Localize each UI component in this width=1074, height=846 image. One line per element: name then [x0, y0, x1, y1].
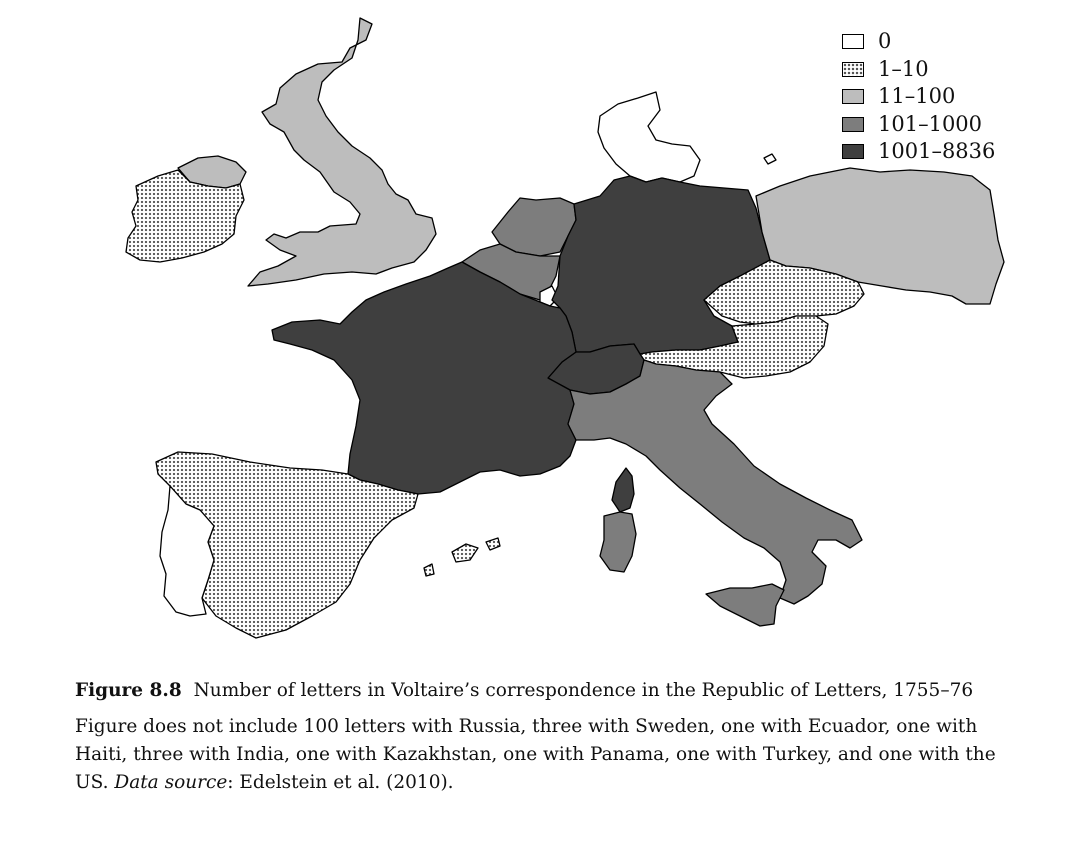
caption-title — [75, 678, 1035, 704]
region-corsica — [612, 468, 634, 512]
legend-swatch — [842, 62, 864, 77]
legend-item — [842, 28, 1062, 56]
region-bornholm — [764, 154, 776, 164]
legend-label: 11–100 — [878, 84, 956, 109]
legend-swatch — [842, 117, 864, 132]
caption-source-label: Data source — [114, 772, 228, 793]
figure-caption — [75, 678, 1035, 797]
figure-number: Figure 8.8 — [75, 680, 182, 701]
region-denmark — [598, 92, 700, 182]
region-ibiza — [424, 564, 434, 576]
legend-swatch — [842, 34, 864, 49]
region-menorca — [486, 538, 500, 550]
caption-note — [75, 713, 1035, 797]
legend-label: 1001–8836 — [878, 139, 996, 164]
legend-item — [842, 56, 1062, 84]
legend-label: 0 — [878, 29, 892, 54]
figure-title: Number of letters in Voltaire’s correspondence in the Republic of Letters, 1755–76 — [193, 680, 974, 701]
region-balearic-islands — [452, 544, 478, 562]
legend-swatch — [842, 89, 864, 104]
legend-item — [842, 138, 1062, 166]
legend-swatch — [842, 144, 864, 159]
region-sicily — [706, 584, 784, 626]
caption-source-text: : Edelstein et al. (2010). — [227, 772, 454, 793]
legend-item — [842, 111, 1062, 139]
region-sardinia — [600, 512, 636, 572]
region-united-kingdom — [248, 18, 436, 286]
map-legend — [842, 28, 1062, 166]
legend-label: 101–1000 — [878, 111, 983, 136]
legend-label: 1–10 — [878, 56, 929, 81]
legend-item — [842, 83, 1062, 111]
caption-note-text: Figure does not include 100 letters with Russia, three with Sweden, one with Ecuador, one with Haiti, three with India, one with Kazakhstan, one with Panama, one with Turkey, and one with the US. — [75, 716, 996, 793]
